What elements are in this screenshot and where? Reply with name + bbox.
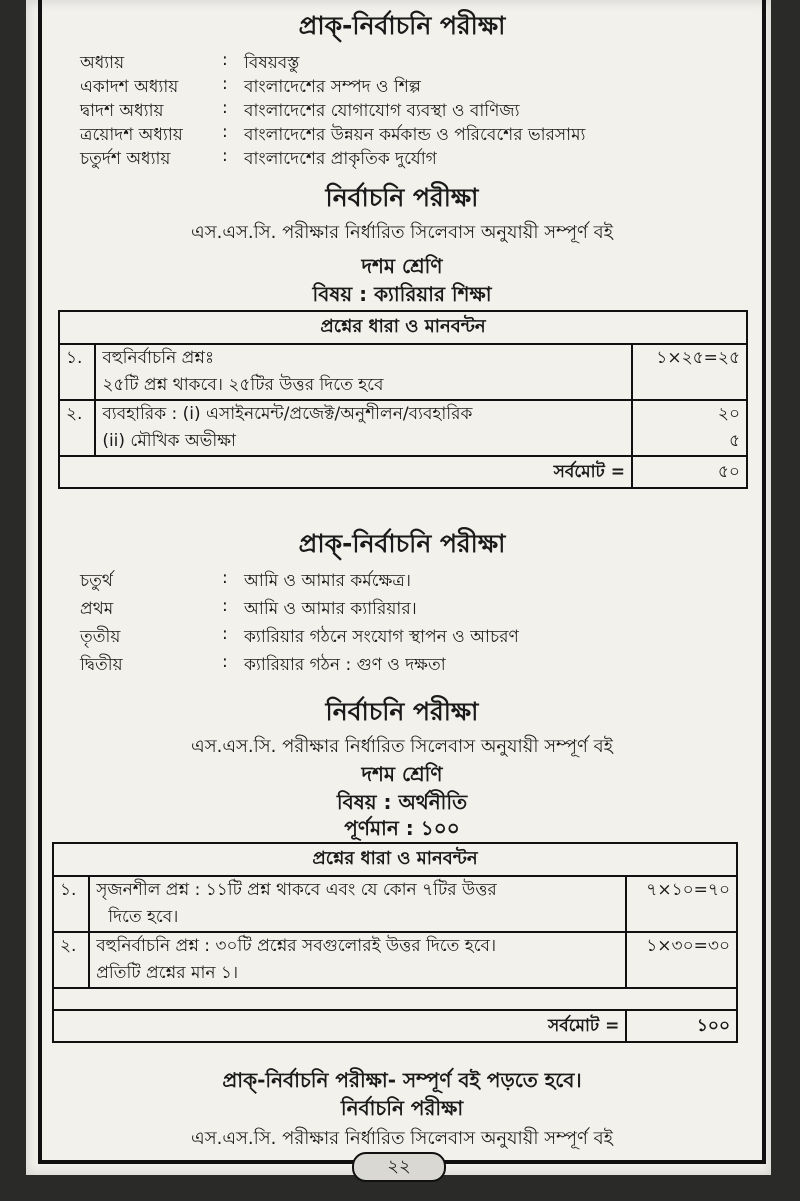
colon: : — [222, 122, 228, 142]
chapter-content: বাংলাদেশের যোগাযোগ ব্যবস্থা ও বাণিজ্য — [244, 101, 520, 121]
row-line: ২৫টি প্রশ্ন থাকবে। ২৫টির উত্তর দিতে হবে — [102, 375, 384, 395]
row-line: (ii) মৌখিক অভীক্ষা — [102, 431, 236, 451]
chapter-content: আমি ও আমার কর্মক্ষেত্র। — [244, 571, 411, 591]
test-exam-title-3: নির্বাচনি পরীক্ষা — [340, 1096, 464, 1120]
row-line: সৃজনশীল প্রশ্ন : ১১টি প্রশ্ন থাকবে এবং যে কোন ৭টির উত্তর — [96, 880, 497, 900]
chapter-content: বাংলাদেশের প্রাকৃতিক দুর্যোগ — [244, 149, 437, 169]
row-number: ২. — [59, 400, 95, 456]
marks-value: ২০ — [717, 404, 740, 424]
right-border-rule — [762, 0, 766, 1160]
table-row — [53, 876, 737, 932]
total-value: ১০০ — [626, 1010, 737, 1042]
syllabus-note: এস.এস.সি. পরীক্ষার নির্ধারিত সিলেবাস অনুযায়ী সম্পূর্ণ বই — [191, 222, 613, 243]
chapter-label: দ্বাদশ অধ্যায় — [80, 101, 164, 121]
chapter-label: তৃতীয় — [80, 627, 121, 647]
marks-value: ৫ — [728, 431, 740, 451]
total-label: সর্বমোট = — [59, 456, 632, 488]
total-value: ৫০ — [632, 456, 747, 488]
syllabus-note: এস.এস.সি. পরীক্ষার নির্ধারিত সিলেবাস অনুযায়ী সম্পূর্ণ বই — [191, 1128, 613, 1149]
row-description — [95, 400, 632, 456]
marks-distribution-table — [58, 310, 748, 489]
colon: : — [222, 568, 228, 588]
row-description — [89, 876, 626, 932]
test-exam-title-2: নির্বাচনি পরীক্ষা — [325, 697, 479, 726]
row-marks — [632, 400, 747, 456]
row-line: দিতে হবে। — [108, 907, 179, 927]
row-marks: ১×২৫=২৫ — [632, 344, 747, 400]
row-line: ব্যবহারিক : (i) এসাইনমেন্ট/প্রজেক্ট/অনুশীলন/ব্যবহারিক — [102, 404, 473, 424]
chapter-label: দ্বিতীয় — [80, 655, 123, 675]
total-label: সর্বমোট = — [53, 1010, 626, 1042]
colon: : — [222, 98, 228, 118]
chapter-label: একাদশ অধ্যায় — [80, 77, 179, 97]
test-exam-title: নির্বাচনি পরীক্ষা — [325, 183, 479, 212]
content-header-label: বিষয়বস্তু — [244, 53, 300, 73]
table-row — [59, 344, 747, 400]
left-border-rule — [38, 0, 42, 1160]
table-row — [59, 400, 747, 456]
chapter-content: ক্যারিয়ার গঠনে সংযোগ স্থাপন ও আচরণ — [244, 627, 519, 647]
chapter-label: প্রথম — [80, 599, 114, 619]
page-number: ২২ — [352, 1152, 446, 1182]
chapter-content: বাংলাদেশের উন্নয়ন কর্মকান্ড ও পরিবেশের ভারসাম্য — [244, 125, 586, 145]
chapter-content: ক্যারিয়ার গঠন : গুণ ও দক্ষতা — [244, 655, 446, 675]
row-description — [95, 344, 632, 400]
chapter-header-label: অধ্যায় — [80, 53, 125, 73]
syllabus-note: এস.এস.সি. পরীক্ষার নির্ধারিত সিলেবাস অনুযায়ী সম্পূর্ণ বই — [191, 736, 613, 757]
class-label: দশম শ্রেণি — [361, 762, 443, 786]
row-description — [89, 932, 626, 988]
total-row — [59, 456, 747, 488]
row-number: ১. — [59, 344, 95, 400]
class-label: দশম শ্রেণি — [361, 254, 443, 278]
pre-test-title-2: প্রাক্-নির্বাচনি পরীক্ষা — [298, 529, 506, 558]
chapter-label: চতুর্দশ অধ্যায় — [80, 149, 171, 169]
chapter-content: আমি ও আমার ক্যারিয়ার। — [244, 599, 417, 619]
table-header: প্রশ্নের ধারা ও মানবন্টন — [53, 843, 737, 876]
row-marks: ১×৩০=৩০ — [626, 932, 737, 988]
table-header: প্রশ্নের ধারা ও মানবন্টন — [59, 311, 747, 344]
pre-test-note: প্রাক্-নির্বাচনি পরীক্ষা- সম্পূর্ণ বই পড়তে হবে। — [222, 1068, 582, 1092]
spacer-cell — [53, 988, 737, 1010]
full-marks-label: পূর্ণমান : ১০০ — [344, 816, 460, 840]
colon: : — [222, 652, 228, 672]
row-line: বহুনির্বাচনি প্রশ্ন : ৩০টি প্রশ্নের সবগুলোরই উত্তর দিতে হবে। — [96, 936, 497, 956]
total-row — [53, 1010, 737, 1042]
chapter-label: চতুর্থ — [80, 571, 113, 591]
row-line: বহুনির্বাচনি প্রশ্নঃ — [102, 348, 215, 368]
row-marks: ৭×১০=৭০ — [626, 876, 737, 932]
chapter-content: বাংলাদেশের সম্পদ ও শিল্প — [244, 77, 421, 97]
colon: : — [222, 624, 228, 644]
colon: : — [222, 146, 228, 166]
subject-label: বিষয় : ক্যারিয়ার শিক্ষা — [312, 282, 492, 306]
colon: : — [222, 596, 228, 616]
colon: : — [222, 50, 228, 70]
row-number: ১. — [53, 876, 89, 932]
row-line: প্রতিটি প্রশ্নের মান ১। — [96, 963, 239, 983]
row-number: ২. — [53, 932, 89, 988]
colon: : — [222, 74, 228, 94]
spacer-row — [53, 988, 737, 1010]
table-row — [53, 932, 737, 988]
chapter-label: ত্রয়োদশ অধ্যায় — [80, 125, 183, 145]
marks-distribution-table-2 — [52, 842, 738, 1043]
subject-label: বিষয় : অর্থনীতি — [336, 790, 468, 814]
pre-test-title: প্রাক্-নির্বাচনি পরীক্ষা — [298, 11, 506, 40]
